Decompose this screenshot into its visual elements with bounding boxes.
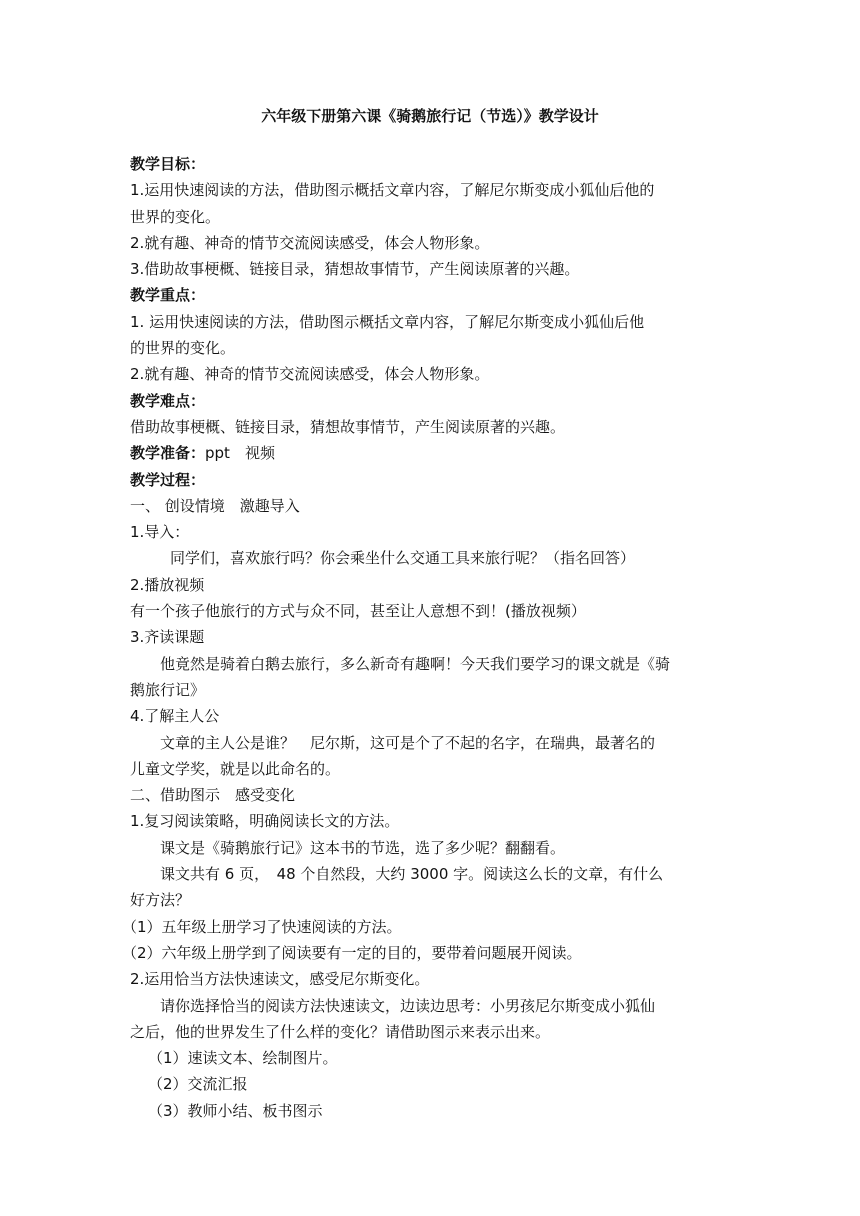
objective-1-line-1: 1.运用快速阅读的方法，借助图示概括文章内容，了解尼尔斯变成小狐仙后他的 (130, 181, 655, 200)
part-2-heading: 二、借助图示 感受变化 (130, 786, 296, 805)
activity-item-1: （1）速读文本、绘制图片。 (148, 1049, 338, 1068)
step-2-video-label: 2.播放视频 (130, 575, 205, 594)
part-2-step-1-question-line-2: 好方法？ (130, 891, 191, 910)
part-2-step-1-question-line-1: 课文共有 6 页， 48 个自然段，大约 3000 字。阅读这么长的文章，有什么 (160, 865, 664, 884)
activity-item-2: （2）交流汇报 (148, 1075, 248, 1094)
part-2-step-1-text: 课文是《骑鹅旅行记》这本书的节选，选了多少呢？翻翻看。 (160, 838, 566, 857)
step-1-intro-text: 同学们，喜欢旅行吗？你会乘坐什么交通工具来旅行呢？（指名回答） (170, 549, 636, 568)
activity-item-3: （3）教师小结、板书图示 (148, 1101, 323, 1120)
preparation-items: ppt 视频 (205, 444, 275, 463)
part-2-step-2-text-line-2: 之后，他的世界发生了什么样的变化？请借助图示来表示出来。 (130, 1022, 551, 1041)
section-heading-difficulties: 教学难点： (130, 391, 206, 410)
step-2-video-text: 有一个孩子他旅行的方式与众不同，甚至让人意想不到！(播放视频） (130, 602, 586, 621)
key-point-1-line-2: 的世界的变化。 (130, 339, 236, 358)
step-4-protagonist-label: 4.了解主人公 (130, 707, 220, 726)
section-heading-preparation: 教学准备： (130, 444, 206, 463)
objective-2: 2.就有趣、神奇的情节交流阅读感受，体会人物形象。 (130, 233, 490, 252)
step-3-text-line-2: 鹅旅行记》 (130, 680, 206, 699)
part-2-step-2-text-line-1: 请你选择恰当的阅读方法快速读文，边读边思考：小男孩尼尔斯变成小狐仙 (160, 996, 656, 1015)
part-1-heading: 一、 创设情境 激趣导入 (130, 496, 300, 515)
step-4-text-line-1: 文章的主人公是谁？ 尼尔斯，这可是个了不起的名字，在瑞典，最著名的 (160, 733, 656, 752)
key-point-1-line-1: 1. 运用快速阅读的方法，借助图示概括文章内容，了解尼尔斯变成小狐仙后他 (130, 312, 645, 331)
section-heading-process: 教学过程： (130, 470, 206, 489)
strategy-item-1: （1）五年级上册学习了快速阅读的方法。 (122, 917, 402, 936)
objective-3: 3.借助故事梗概、链接目录，猜想故事情节，产生阅读原著的兴趣。 (130, 260, 580, 279)
section-heading-key-points: 教学重点： (130, 286, 206, 305)
strategy-item-2: （2）六年级上册学到了阅读要有一定的目的，要带着问题展开阅读。 (122, 943, 582, 962)
step-4-text-line-2: 儿童文学奖，就是以此命名的。 (130, 759, 341, 778)
section-heading-objectives: 教学目标： (130, 155, 206, 173)
key-point-2: 2.就有趣、神奇的情节交流阅读感受，体会人物形象。 (130, 365, 490, 384)
document-page (122, 103, 730, 1124)
objective-1-line-2: 世界的变化。 (130, 207, 221, 226)
document-title: 六年级下册第六课《骑鹅旅行记（节选）》教学设计 (261, 107, 599, 125)
step-3-read-title-label: 3.齐读课题 (130, 628, 205, 647)
part-2-step-1-label: 1.复习阅读策略，明确阅读长文的方法。 (130, 812, 400, 831)
preparation-line (130, 440, 730, 466)
part-2-step-2-label: 2.运用恰当方法快速读文，感受尼尔斯变化。 (130, 970, 430, 989)
difficulty-text: 借助故事梗概、链接目录，猜想故事情节，产生阅读原著的兴趣。 (130, 417, 566, 436)
step-3-text-line-1: 他竟然是骑着白鹅去旅行，多么新奇有趣啊！今天我们要学习的课文就是《骑 (160, 654, 671, 673)
step-1-intro-label: 1.导入： (130, 523, 190, 542)
